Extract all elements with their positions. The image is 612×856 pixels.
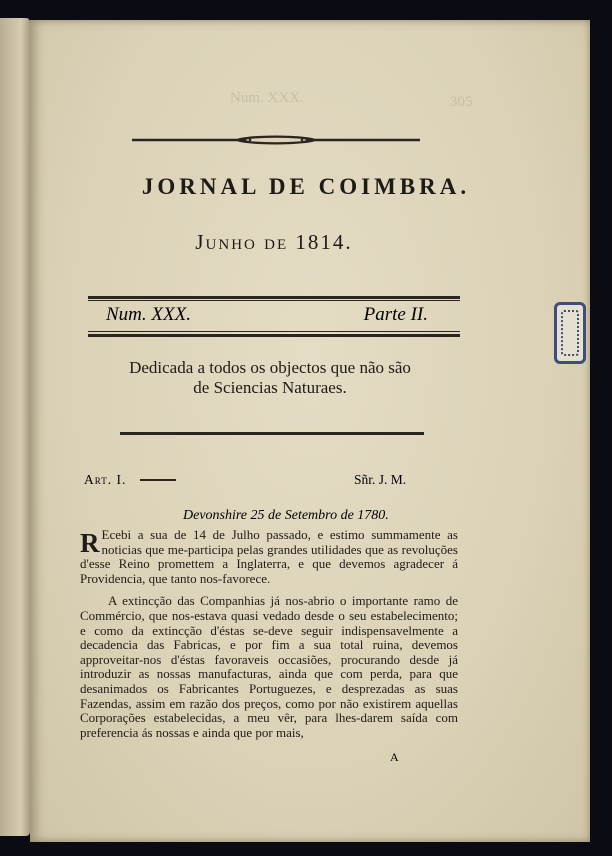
article-label: Art. I. — [84, 472, 127, 487]
rule-bottom-thin — [88, 331, 460, 332]
rule-top-thin — [88, 300, 460, 301]
bleed-through-text: 305 — [450, 94, 473, 110]
bleed-through-text: Num. XXX. — [230, 90, 304, 106]
issue-part: Parte II. — [363, 304, 428, 325]
drop-cap: R — [80, 528, 100, 558]
catchword: A — [390, 750, 399, 764]
book-clasp — [554, 302, 586, 364]
section-subtitle — [0, 358, 540, 398]
article-addressee: Sñr. J. M. — [354, 472, 407, 487]
subtitle-line-1: Dedicada a todos os objectos que não são — [129, 358, 411, 377]
rule-bottom — [88, 334, 460, 337]
letter-dateline: Devonshire 25 de Setembro de 1780. — [183, 508, 389, 523]
issue-number-line — [106, 304, 428, 330]
paragraph-1-text: Ecebi a sua de 14 de Julho passado, e estimo summamente as noticias que me-participa pelas grandes utilidades que as revoluções d'esse Reino promettem a Inglaterra, e que devemos agradecer á Providencia, que tanto nos-favorece. — [80, 527, 458, 586]
paragraph-2: A extincção das Companhias já nos-abrio o importante ramo de Commércio, que nos-estava quasi vedado desde o seu estabelecimento; e como da extincção d'éstas se-deve seguir indispensavelmente a decadencia das Fabricas, e por fim a sua total ruina, devemos approveitar-nos d'éstas favoraveis occasiões, procurando desde já introduzir as nossas manufacturas, ainda que com perda, para que desanimados os Fabricantes Portuguezes, e desprezadas as suas Fazendas, assim em razão dos preços, como por não existirem aquellas Corporações estabelecidas, a meu vêr, para lhes-darem saída com preferencia ás nossas e ainda que por mais, — [80, 593, 458, 740]
facing-page-edge — [0, 18, 30, 836]
subtitle-line-2: de Sciencias Naturaes. — [193, 378, 347, 397]
rule-top — [88, 296, 460, 299]
article-dash — [140, 479, 176, 481]
article-body — [80, 528, 458, 740]
issue-number: Num. XXX. — [106, 304, 191, 325]
issue-date: Junho de 1814. — [195, 230, 353, 254]
paragraph-1 — [80, 528, 458, 586]
section-divider — [120, 432, 424, 435]
journal-title: JORNAL DE COIMBRA. — [141, 174, 471, 199]
decorative-rule-ornament — [130, 134, 422, 146]
